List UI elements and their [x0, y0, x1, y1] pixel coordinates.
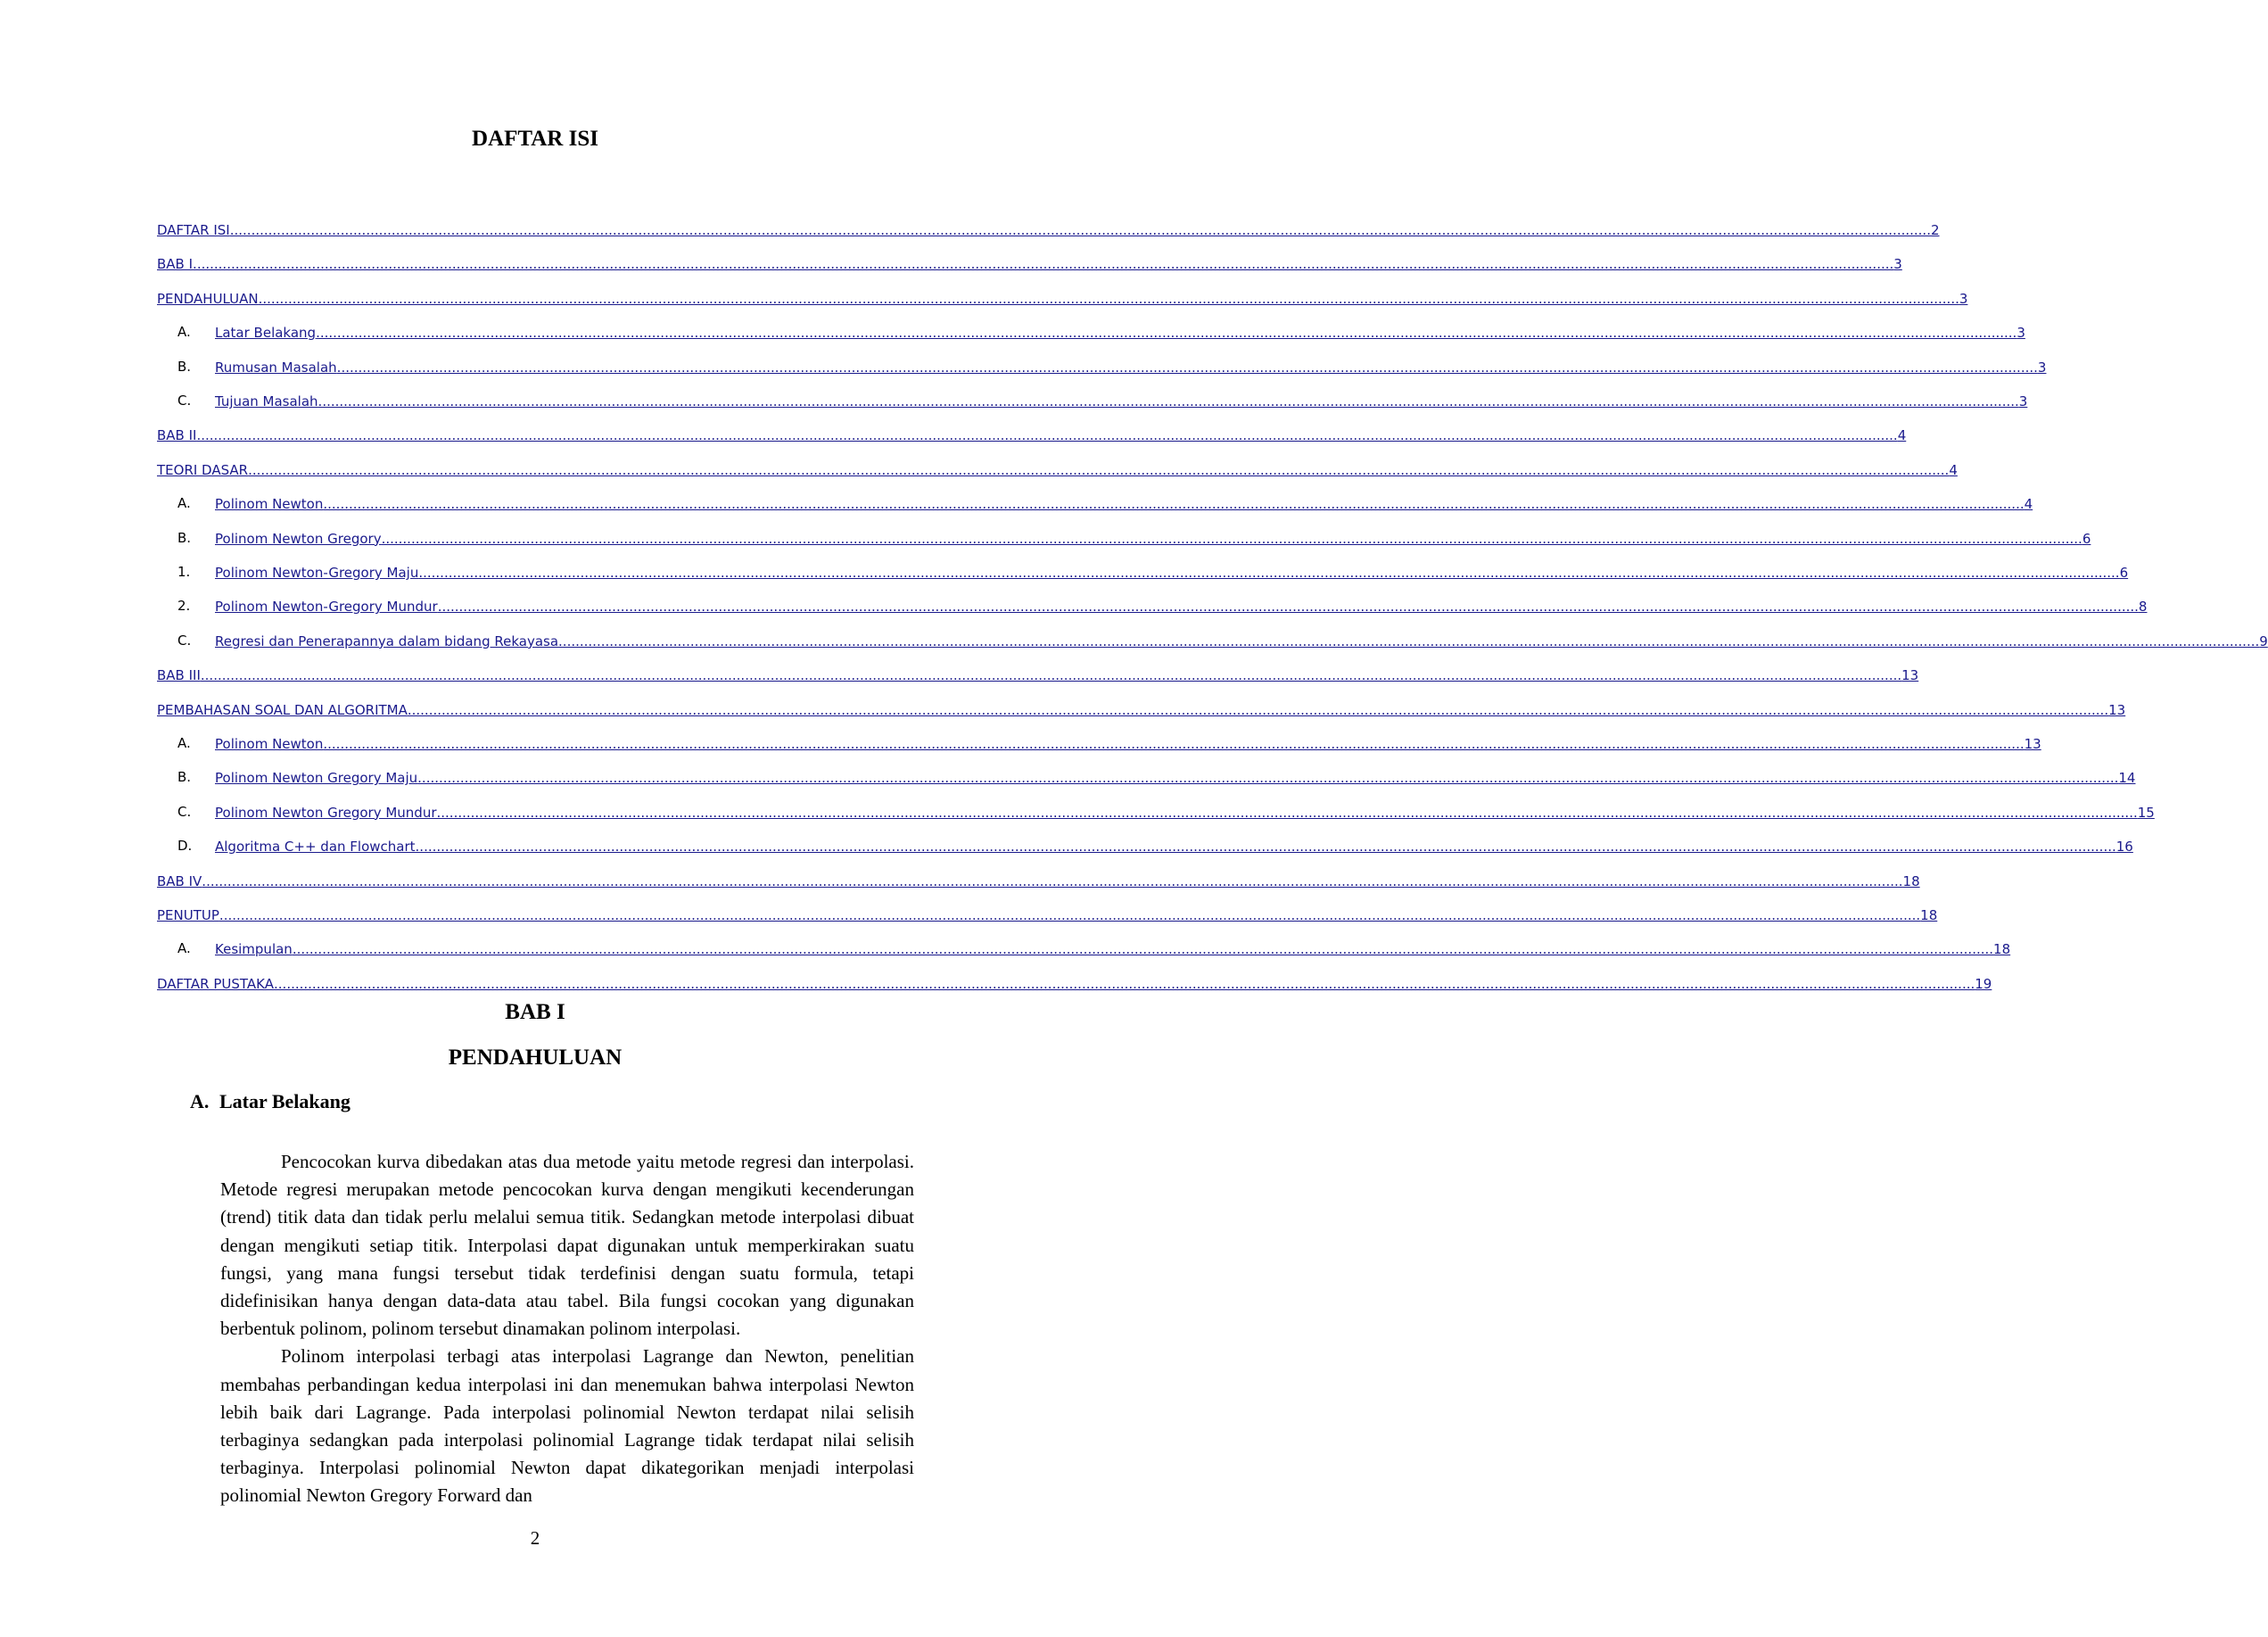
- toc-entry[interactable]: [157, 662, 1919, 684]
- toc-entry-page[interactable]: 13: [2024, 736, 2041, 752]
- toc-entry-marker: B.: [177, 529, 192, 546]
- toc-entry[interactable]: [177, 628, 2268, 649]
- toc-entry-marker: A.: [177, 735, 191, 751]
- toc-leader-dots: ................................................................................................................................................................................................................................................................................................................................................................................................................: [219, 907, 1921, 923]
- toc-leader-dots: ................................................................................................................................................................................................................................................................................................................................................................................................................: [407, 701, 2109, 718]
- toc-entry-label[interactable]: Tujuan Masalah: [215, 393, 318, 409]
- toc-entry-label[interactable]: Polinom Newton Gregory Maju: [215, 770, 418, 787]
- toc-entry-page[interactable]: 14: [2118, 770, 2136, 787]
- toc-leader-dots: ................................................................................................................................................................................................................................................................................................................................................................................................................: [193, 256, 1894, 273]
- toc-leader-dots: ................................................................................................................................................................................................................................................................................................................................................................................................................: [336, 359, 2038, 376]
- toc-entry-label[interactable]: Polinom Newton Gregory: [215, 530, 382, 547]
- toc-entry-label[interactable]: Polinom Newton-Gregory Mundur: [215, 599, 438, 616]
- toc-entry-page[interactable]: 2: [1930, 222, 1940, 238]
- toc-entry-page[interactable]: 3: [2018, 393, 2028, 409]
- toc-leader-dots: ................................................................................................................................................................................................................................................................................................................................................................................................................: [437, 599, 2139, 616]
- toc-entry-marker: C.: [177, 632, 192, 649]
- toc-leader-dots: ................................................................................................................................................................................................................................................................................................................................................................................................................: [381, 530, 2082, 547]
- toc-entry-marker: C.: [177, 393, 192, 409]
- toc-entry-page[interactable]: 4: [1949, 461, 1958, 478]
- toc-entry-marker: B.: [177, 769, 192, 786]
- toc-leader-dots: ................................................................................................................................................................................................................................................................................................................................................................................................................: [323, 496, 2025, 513]
- toc-entry-page[interactable]: 16: [2115, 839, 2133, 856]
- toc-leader-dots: ................................................................................................................................................................................................................................................................................................................................................................................................................: [202, 872, 1903, 889]
- toc-entry-label[interactable]: DAFTAR ISI: [157, 222, 230, 238]
- toc-entry-label[interactable]: Kesimpulan: [215, 941, 293, 958]
- toc-entry-page[interactable]: 13: [1901, 667, 1919, 684]
- section-title: Latar Belakang: [219, 1090, 351, 1112]
- toc-entry-page[interactable]: 9: [2259, 632, 2268, 649]
- toc-entry-page[interactable]: 6: [2082, 530, 2091, 547]
- toc-entry-label[interactable]: Polinom Newton-Gregory Maju: [215, 565, 419, 581]
- toc-entry[interactable]: [157, 217, 1940, 238]
- toc-entry-label[interactable]: BAB III: [157, 667, 201, 684]
- toc-entry-label[interactable]: BAB IV: [157, 872, 202, 889]
- toc-leader-dots: ................................................................................................................................................................................................................................................................................................................................................................................................................: [229, 222, 1931, 238]
- toc-entry-marker: A.: [177, 495, 191, 512]
- body-text: [220, 1148, 914, 1510]
- toc-entry-marker: A.: [177, 940, 191, 957]
- toc-entry[interactable]: [177, 525, 2091, 547]
- toc-entry[interactable]: [177, 354, 2047, 376]
- toc-entry[interactable]: [157, 457, 1958, 478]
- toc-leader-dots: ................................................................................................................................................................................................................................................................................................................................................................................................................: [415, 839, 2116, 856]
- toc-entry-page[interactable]: 3: [2016, 325, 2025, 342]
- chapter-title: PENDAHULUAN: [448, 1046, 623, 1070]
- toc-leader-dots: ................................................................................................................................................................................................................................................................................................................................................................................................................: [558, 632, 2260, 649]
- toc-entry-label[interactable]: Polinom Newton Gregory Mundur: [215, 804, 437, 821]
- section-marker: A.: [190, 1090, 210, 1112]
- chapter-number: BAB I: [505, 1000, 565, 1024]
- toc-entry[interactable]: [177, 491, 2033, 513]
- toc-entry-page[interactable]: 18: [1993, 941, 2011, 958]
- toc-entry-label[interactable]: Polinom Newton: [215, 736, 324, 752]
- toc-entry[interactable]: [157, 422, 1907, 444]
- toc-entry-page[interactable]: 4: [1897, 427, 1907, 444]
- toc-leader-dots: ................................................................................................................................................................................................................................................................................................................................................................................................................: [323, 736, 2025, 752]
- page-number: 2: [530, 1527, 540, 1549]
- toc-entry-label[interactable]: Rumusan Masalah: [215, 359, 337, 376]
- toc-entry-page[interactable]: 19: [1975, 975, 1992, 992]
- toc-entry-label[interactable]: PENDAHULUAN: [157, 290, 259, 307]
- toc-entry[interactable]: [157, 902, 1938, 923]
- toc-entry-marker: A.: [177, 324, 191, 341]
- toc-entry-page[interactable]: 8: [2138, 599, 2148, 616]
- toc-title: DAFTAR ISI: [472, 127, 598, 151]
- toc-entry-marker: B.: [177, 358, 192, 375]
- toc-entry[interactable]: [157, 868, 1920, 889]
- toc-entry-label[interactable]: DAFTAR PUSTAKA: [157, 975, 275, 992]
- toc-leader-dots: ................................................................................................................................................................................................................................................................................................................................................................................................................: [258, 290, 1959, 307]
- toc-entry-label[interactable]: Latar Belakang: [215, 325, 317, 342]
- toc-entry-label[interactable]: Polinom Newton: [215, 496, 324, 513]
- toc-entry-page[interactable]: 18: [1920, 907, 1938, 923]
- toc-entry-marker: 2.: [177, 598, 191, 615]
- toc-entry-page[interactable]: 18: [1902, 872, 1920, 889]
- toc-leader-dots: ................................................................................................................................................................................................................................................................................................................................................................................................................: [418, 565, 2120, 581]
- toc-entry-label[interactable]: BAB I: [157, 256, 194, 273]
- toc-entry[interactable]: [177, 593, 2148, 616]
- toc-leader-dots: ................................................................................................................................................................................................................................................................................................................................................................................................................: [274, 975, 1975, 992]
- toc-leader-dots: ................................................................................................................................................................................................................................................................................................................................................................................................................: [417, 770, 2119, 787]
- paragraph: Polinom interpolasi terbagi atas interpolasi Lagrange dan Newton, penelitian membahas perbandingan kedua interpolasi ini dan menemukan bahwa interpolasi Newton lebih baik dari Lagrange. Pada interpolasi polinomial Newton terdapat nilai selisih terbaginya sedangkan pada interpolasi polinomial Lagrange tidak terdapat nilai selisih terbaginya. Interpolasi polinomial Newton dapat dikategorikan menjadi interpolasi polinomial Newton Gregory Forward dan: [220, 1345, 914, 1507]
- toc-entry-label[interactable]: Algoritma C++ dan Flowchart: [215, 839, 416, 856]
- toc-entry[interactable]: [177, 799, 2155, 821]
- toc-entry[interactable]: [157, 251, 1902, 273]
- toc-entry-marker: 1.: [177, 564, 191, 580]
- toc-entry-label[interactable]: BAB II: [157, 427, 197, 444]
- toc-entry-label[interactable]: Regresi dan Penerapannya dalam bidang Rekayasa: [215, 632, 559, 649]
- toc-entry[interactable]: [177, 559, 2129, 581]
- toc-entry[interactable]: [177, 388, 2028, 409]
- toc-entry-marker: C.: [177, 803, 192, 820]
- toc-entry-page[interactable]: 4: [2024, 496, 2033, 513]
- toc-entry-page[interactable]: 3: [1893, 256, 1902, 273]
- toc-entry-marker: D.: [177, 838, 193, 855]
- toc-leader-dots: ................................................................................................................................................................................................................................................................................................................................................................................................................: [436, 804, 2138, 821]
- toc-entry-page[interactable]: 13: [2108, 701, 2126, 718]
- toc-entry-page[interactable]: 3: [1959, 290, 1968, 307]
- toc-entry-label[interactable]: TEORI DASAR: [157, 461, 249, 478]
- toc-entry[interactable]: [157, 697, 2126, 718]
- toc-entry-page[interactable]: 15: [2137, 804, 2155, 821]
- toc-leader-dots: ................................................................................................................................................................................................................................................................................................................................................................................................................: [316, 325, 2017, 342]
- toc-entry[interactable]: [177, 833, 2133, 856]
- toc-entry[interactable]: [157, 285, 1968, 307]
- toc-entry-label[interactable]: PEMBAHASAN SOAL DAN ALGORITMA: [157, 701, 408, 718]
- toc-leader-dots: ................................................................................................................................................................................................................................................................................................................................................................................................................: [292, 941, 1994, 958]
- toc-entry[interactable]: [177, 319, 2025, 342]
- toc-leader-dots: ................................................................................................................................................................................................................................................................................................................................................................................................................: [196, 427, 1898, 444]
- paragraph: Pencocokan kurva dibedakan atas dua metode yaitu metode regresi dan interpolasi. Metode regresi merupakan metode pencocokan kurva dengan mengikuti kecenderungan (trend) titik data dan tidak perlu melalui semua titik. Sedangkan metode interpolasi dibuat dengan mengikuti setiap titik. Interpolasi dapat digunakan untuk memperkirakan suatu fungsi, yang mana fungsi tersebut tidak terdefinisi dengan suatu formula, tetapi didefinisikan hanya dengan data-data atau tabel. Bila fungsi cocokan yang digunakan berbentuk polinom, polinom tersebut dinamakan polinom interpolasi.: [220, 1151, 914, 1340]
- toc-leader-dots: ................................................................................................................................................................................................................................................................................................................................................................................................................: [200, 667, 1902, 684]
- toc-entry[interactable]: [177, 765, 2136, 787]
- toc-entry-page[interactable]: 3: [2037, 359, 2047, 376]
- toc-entry[interactable]: [177, 936, 2011, 958]
- toc-entry[interactable]: [157, 971, 1992, 992]
- toc-leader-dots: ................................................................................................................................................................................................................................................................................................................................................................................................................: [248, 461, 1950, 478]
- toc-entry-label[interactable]: PENUTUP: [157, 907, 219, 923]
- toc-leader-dots: ................................................................................................................................................................................................................................................................................................................................................................................................................: [318, 393, 2019, 409]
- toc-entry-page[interactable]: 6: [2119, 565, 2129, 581]
- toc-entry[interactable]: [177, 731, 2041, 752]
- section-heading: [190, 1090, 351, 1113]
